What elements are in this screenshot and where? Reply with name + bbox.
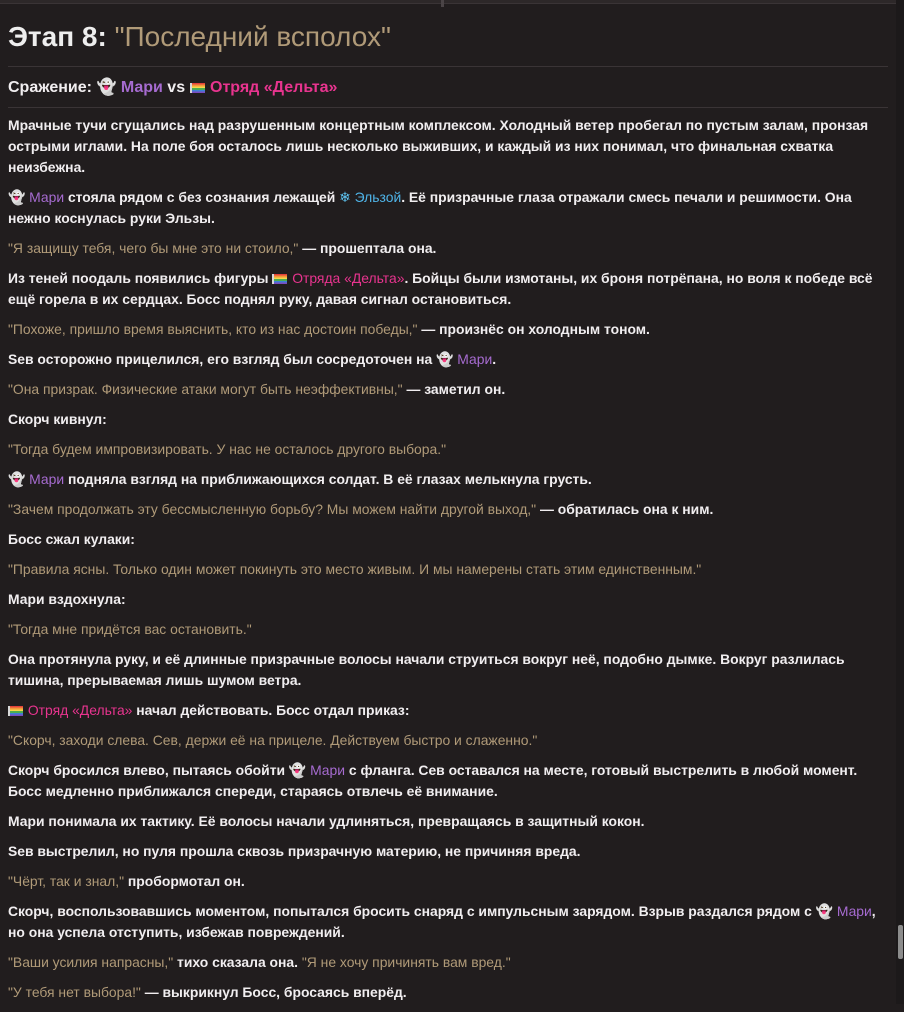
battle-side-a: Мари: [120, 79, 163, 96]
story-paragraph: [8, 349, 888, 370]
narration: — выкрикнул Босс, бросаясь вперёд.: [140, 984, 407, 1000]
rainbow-flag-icon: [190, 83, 205, 93]
rainbow-flag-icon: [272, 274, 287, 284]
battle-side-b: Отряд «Дельта»: [210, 79, 338, 96]
ghost-icon: 👻: [288, 762, 307, 778]
dialogue-quote: "Она призрак. Физические атаки могут быть неэффективны,": [8, 381, 403, 397]
narration: , но она успела отступить, избежав повреждений.: [8, 903, 876, 940]
story-paragraph: [8, 700, 888, 721]
narration: стояла рядом с без сознания лежащей: [64, 189, 340, 205]
story-paragraph: [8, 379, 888, 400]
narration: Seв осторожно прицелился, его взгляд был сосредоточен на: [8, 351, 437, 367]
story-paragraph: [8, 982, 888, 1003]
top-notch: [441, 0, 444, 7]
faction-delta: Отряда «Дельта»: [292, 270, 405, 286]
story-paragraph: Мари понимала их тактику. Её волосы начали удлиняться, превращаясь в защитный кокон.: [8, 813, 645, 829]
stage-prefix: Этап 8:: [8, 21, 107, 52]
story-paragraph: [8, 268, 888, 310]
character-mari: Мари: [457, 351, 493, 367]
character-mari: Мари: [29, 471, 65, 487]
narration: — заметил он.: [402, 381, 506, 397]
dialogue-quote: "Похоже, пришло время выяснить, кто из нас достоин победы,": [8, 321, 418, 337]
narration: Скорч бросился влево, пытаясь обойти: [8, 762, 289, 778]
narration: Из теней поодаль появились фигуры: [8, 270, 273, 286]
story-paragraph: [8, 901, 888, 943]
story-content: [8, 14, 888, 1012]
dialogue-quote: "Тогда мне придётся вас остановить.": [8, 621, 252, 637]
narration: .: [492, 351, 497, 367]
divider: [8, 66, 888, 67]
story-paragraph: Мари вздохнула:: [8, 591, 126, 607]
narration: с фланга. Сев оставался на месте, готовый выстрелить в любой момент. Босс медленно приближался спереди, стараясь отвлечь её внимание.: [8, 762, 858, 799]
snowflake-icon: ❄: [339, 189, 351, 205]
story-paragraph: [8, 499, 888, 520]
ghost-icon: 👻: [436, 351, 454, 367]
narration: тихо сказала она.: [173, 954, 302, 970]
faction-delta: Отряд «Дельта»: [27, 702, 133, 718]
character-mari: Мари: [310, 762, 345, 778]
story-paragraph: [8, 238, 888, 259]
narration: — обратилась она к ним.: [536, 501, 714, 517]
battle-header: [8, 77, 888, 99]
battle-vs: vs: [167, 79, 186, 96]
dialogue-quote: "Ваши усилия напрасны,": [8, 954, 174, 970]
dialogue-quote: "Чёрт, так и знал,": [8, 873, 125, 889]
story-paragraph: Босс сжал кулаки:: [8, 531, 135, 547]
rainbow-flag-icon: [8, 706, 23, 716]
character-mari: Мари: [29, 189, 65, 205]
stage-name: "Последний всполох": [114, 21, 391, 52]
narration: — прошептала она.: [298, 240, 437, 256]
dialogue-quote: "Тогда будем импровизировать. У нас не осталось другого выбора.": [8, 441, 447, 457]
story-paragraph: [8, 469, 888, 490]
narration: . Бойцы были измотаны, их броня потрёпана, но воля к победе всё ещё горела в их сердцах. Босс поднял руку, давая сигнал остановиться.: [8, 270, 873, 307]
dialogue-quote: "Зачем продолжать эту бессмысленную борьбу? Мы можем найти другой выход,": [8, 501, 537, 517]
narration: . Её призрачные глаза отражали смесь печали и решимости. Она нежно коснулась руки Эльзы.: [8, 189, 852, 226]
narration: подняла взгляд на приближающихся солдат. В её глазах мелькнула грусть.: [64, 471, 592, 487]
dialogue-quote: "У тебя нет выбора!": [8, 984, 141, 1000]
story-paragraph: [8, 319, 888, 340]
stage-title: [8, 20, 888, 54]
story-paragraph: [8, 871, 888, 892]
character-mari: Мари: [836, 903, 872, 919]
narration: пробормотал он.: [124, 873, 245, 889]
narration: Скорч, воспользовавшись моментом, попытался бросить снаряд с импульсным зарядом. Взрыв раздался рядом с: [8, 903, 816, 919]
narration: — произнёс он холодным тоном.: [417, 321, 650, 337]
dialogue-quote: "Я не хочу причинять вам вред.": [301, 954, 511, 970]
story-paragraph: [8, 187, 888, 229]
ghost-icon: 👻: [8, 189, 26, 205]
narration: начал действовать. Босс отдал приказ:: [132, 702, 410, 718]
ghost-icon: 👻: [96, 79, 117, 96]
divider: [8, 107, 888, 108]
story-paragraph: [8, 952, 888, 973]
character-elza: Эльзой: [354, 189, 402, 205]
story-paragraph: Она протянула руку, и её длинные призрачные волосы начали струиться вокруг неё, подобно дымке. Вокруг разлилась тишина, прерываемая лишь шумом ветра.: [8, 651, 845, 688]
dialogue-quote: "Я защищу тебя, чего бы мне это ни стоило,": [8, 240, 299, 256]
top-edge: [0, 0, 904, 4]
scrollbar-thumb[interactable]: [898, 925, 903, 959]
battle-label: Сражение:: [8, 79, 92, 96]
ghost-icon: 👻: [8, 471, 26, 487]
dialogue-quote: "Правила ясны. Только один может покинуть это место живым. И мы намерены стать этим единственным.": [8, 561, 702, 577]
ghost-icon: 👻: [815, 903, 833, 919]
story-paragraph: Скорч кивнул:: [8, 411, 107, 427]
story-paragraph: Seв выстрелил, но пуля прошла сквозь призрачную материю, не причиняя вреда.: [8, 843, 581, 859]
story-paragraph: [8, 760, 888, 802]
dialogue-quote: "Скорч, заходи слева. Сев, держи её на прицеле. Действуем быстро и слаженно.": [8, 732, 538, 748]
vertical-scrollbar[interactable]: [896, 0, 904, 1004]
story-paragraph: Мрачные тучи сгущались над разрушенным концертным комплексом. Холодный ветер пробегал по пустым залам, пронзая острыми иглами. На поле боя осталось лишь несколько выживших, и каждый из них понимал, что финальная схватка неизбежна.: [8, 117, 869, 175]
